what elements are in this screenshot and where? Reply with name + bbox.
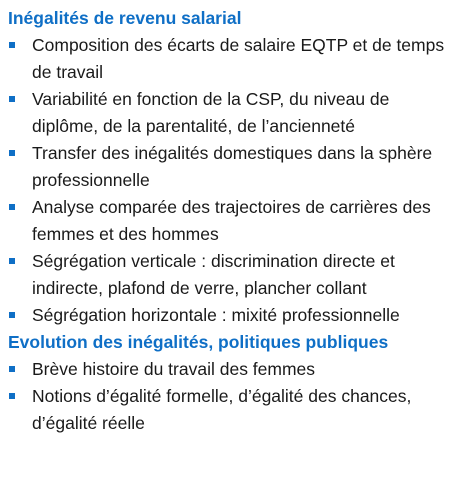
list-item	[8, 86, 449, 140]
square-bullet-icon	[8, 194, 32, 221]
list-item-text: Ségrégation verticale : discrimination directe et indirecte, plafond de verre, plancher collant	[32, 251, 395, 298]
square-bullet-icon	[8, 356, 32, 383]
list-item	[8, 248, 449, 302]
list-item-text: Transfer des inégalités domestiques dans la sphère professionnelle	[32, 143, 433, 190]
bullet-list-evolution	[8, 356, 449, 437]
section-heading-revenu: Inégalités de revenu salarial	[8, 8, 242, 28]
bullet-list-revenu	[8, 32, 449, 329]
square-bullet-icon	[8, 248, 32, 275]
list-item-text: Variabilité en fonction de la CSP, du niveau de diplôme, de la parentalité, de l’ancienneté	[32, 89, 390, 136]
list-item	[8, 302, 449, 329]
list-item	[8, 383, 449, 437]
list-item	[8, 356, 449, 383]
square-bullet-icon	[8, 140, 32, 167]
square-bullet-icon	[8, 383, 32, 410]
list-item-text: Ségrégation horizontale : mixité professionnelle	[32, 305, 400, 325]
list-item-text: Composition des écarts de salaire EQTP et de temps de travail	[32, 35, 445, 82]
list-item-text: Analyse comparée des trajectoires de carrières des femmes et des hommes	[32, 197, 431, 244]
list-item	[8, 194, 449, 248]
square-bullet-icon	[8, 32, 32, 59]
list-item	[8, 32, 449, 86]
list-item-text: Brève histoire du travail des femmes	[32, 359, 316, 379]
square-bullet-icon	[8, 86, 32, 113]
slide-content	[8, 5, 449, 437]
square-bullet-icon	[8, 302, 32, 329]
section-heading-evolution: Evolution des inégalités, politiques publiques	[8, 332, 389, 352]
list-item-text: Notions d’égalité formelle, d’égalité des chances, d’égalité réelle	[32, 386, 412, 433]
list-item	[8, 140, 449, 194]
